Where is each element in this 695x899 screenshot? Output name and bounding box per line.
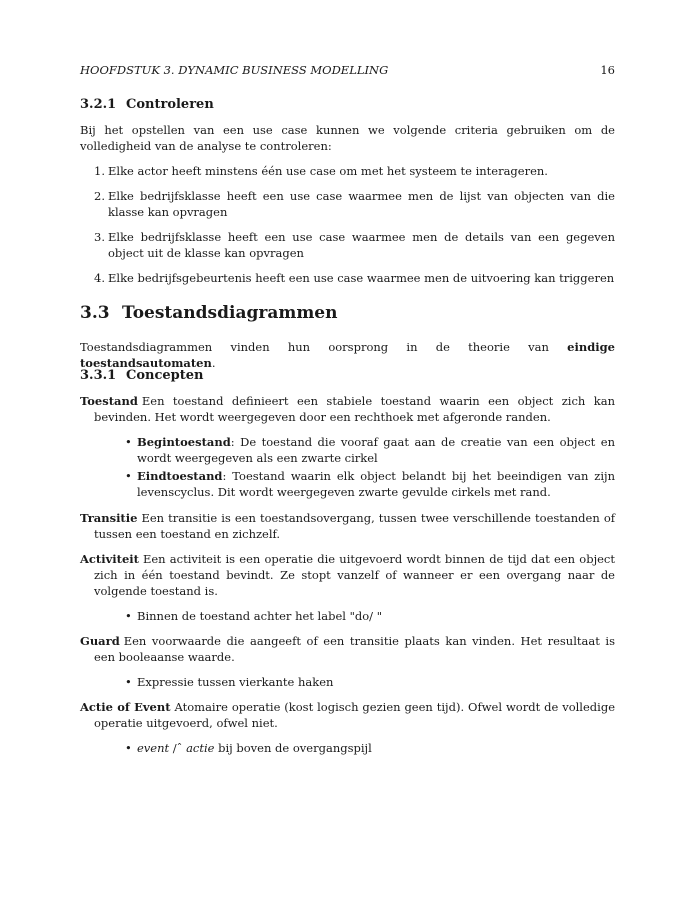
item-number: 2. [94, 189, 105, 203]
item-text: Elke bedrijfsklasse heeft een use case waarmee men de lijst van objecten van die klasse kan opvragen [108, 189, 615, 219]
bullet-text: : De toestand die vooraf gaat aan de creatie van een object en wordt weergegeven als een zwarte cirkel [137, 435, 615, 465]
bullet-item [125, 608, 615, 624]
bullet-item [125, 740, 615, 756]
subsection-title: Controleren [126, 97, 214, 112]
item-text: Elke actor heeft minstens één use case om met het systeem te interageren. [108, 164, 548, 178]
definition-activiteit [80, 551, 615, 599]
definition-term: Guard [80, 634, 120, 648]
bullet-icon: • [125, 741, 132, 755]
definition-text: Een transitie is een toestandsovergang, tussen twee verschillende toestanden of tussen een toestand en zichzelf. [94, 511, 615, 541]
bullet-item [125, 468, 615, 500]
intro-bold-term: eindige toestandsautomaten [80, 340, 615, 370]
bullet-text: bij boven de overgangspijl [214, 741, 372, 755]
list-item [94, 188, 615, 220]
page-number: 16 [600, 63, 615, 77]
bullet-icon: • [125, 609, 132, 623]
bullet-icon: • [125, 435, 132, 449]
bullet-bold: Eindtoestand [137, 469, 223, 483]
bullet-item [125, 674, 615, 690]
chapter-heading: HOOFDSTUK 3. DYNAMIC BUSINESS MODELLING [80, 63, 389, 77]
definition-text: Atomaire operatie (kost logisch gezien geen tijd). Ofwel wordt de volledige operatie uitgevoerd, ofwel niet. [94, 700, 615, 730]
definition-toestand [80, 393, 615, 425]
subsection-heading-3-2-1 [80, 97, 214, 113]
subsection-number: 3.3.1 [80, 368, 117, 383]
intro-text-end: . [211, 356, 216, 370]
subsection-title: Concepten [126, 368, 204, 383]
definition-text: Een activiteit is een operatie die uitgevoerd wordt binnen de tijd dat een object zich in één toestand bevindt. Ze stopt vanzelf of wanneer er een overgang naar de volgende toestand is. [94, 552, 615, 598]
list-item [94, 270, 615, 286]
definition-text: Een toestand definieert een stabiele toestand waarin een object zich kan bevinden. Het wordt weergegeven door een rechthoek met afgeronde randen. [94, 394, 615, 424]
intro-paragraph: Bij het opstellen van een use case kunnen we volgende criteria gebruiken om de volledigheid van de analyse te controleren: [80, 123, 615, 153]
list-item [94, 229, 615, 261]
item-number: 3. [94, 230, 105, 244]
list-item [94, 163, 615, 179]
bullet-item [125, 434, 615, 466]
section-heading-3-3 [80, 305, 337, 321]
subsection-heading-3-3-1 [80, 368, 203, 384]
bullet-text: Binnen de toestand achter het label "do/ " [137, 609, 382, 623]
running-head [80, 62, 615, 78]
subsection-number: 3.2.1 [80, 97, 117, 112]
bullet-italic-event: event [137, 741, 170, 755]
item-number: 1. [94, 164, 105, 178]
item-text: Elke bedrijfsgebeurtenis heeft een use case waarmee men de uitvoering kan triggeren [108, 271, 615, 285]
bullet-icon: • [125, 469, 132, 483]
bullet-text: Expressie tussen vierkante haken [137, 675, 334, 689]
definition-term: Actie of Event [80, 700, 171, 714]
definition-term: Activiteit [80, 552, 139, 566]
section-intro-paragraph [80, 339, 615, 371]
definition-term: Transitie [80, 511, 138, 525]
bullet-italic-actie: actie [186, 741, 215, 755]
definition-guard [80, 633, 615, 665]
bullet-separator: /ˆ [169, 741, 187, 755]
bullet-icon: • [125, 675, 132, 689]
definition-text: Een voorwaarde die aangeeft of een transitie plaats kan vinden. Het resultaat is een booleaanse waarde. [94, 634, 615, 664]
bullet-text: : Toestand waarin elk object belandt bij het beeindigen van zijn levenscyclus. Dit wordt weergegeven zwarte gevulde cirkels met rand. [137, 469, 615, 499]
item-text: Elke bedrijfsklasse heeft een use case waarmee men de details van een gegeven object uit de klasse kan opvragen [108, 230, 615, 260]
item-number: 4. [94, 271, 105, 285]
bullet-bold: Begintoestand [137, 435, 231, 449]
section-title: Toestandsdiagrammen [122, 303, 338, 323]
intro-text: Toestandsdiagrammen vinden hun oorsprong in de theorie van [80, 340, 568, 354]
definition-transitie [80, 510, 615, 542]
section-number: 3.3 [80, 303, 110, 323]
definition-term: Toestand [80, 394, 138, 408]
definition-actie-of-event [80, 699, 615, 731]
